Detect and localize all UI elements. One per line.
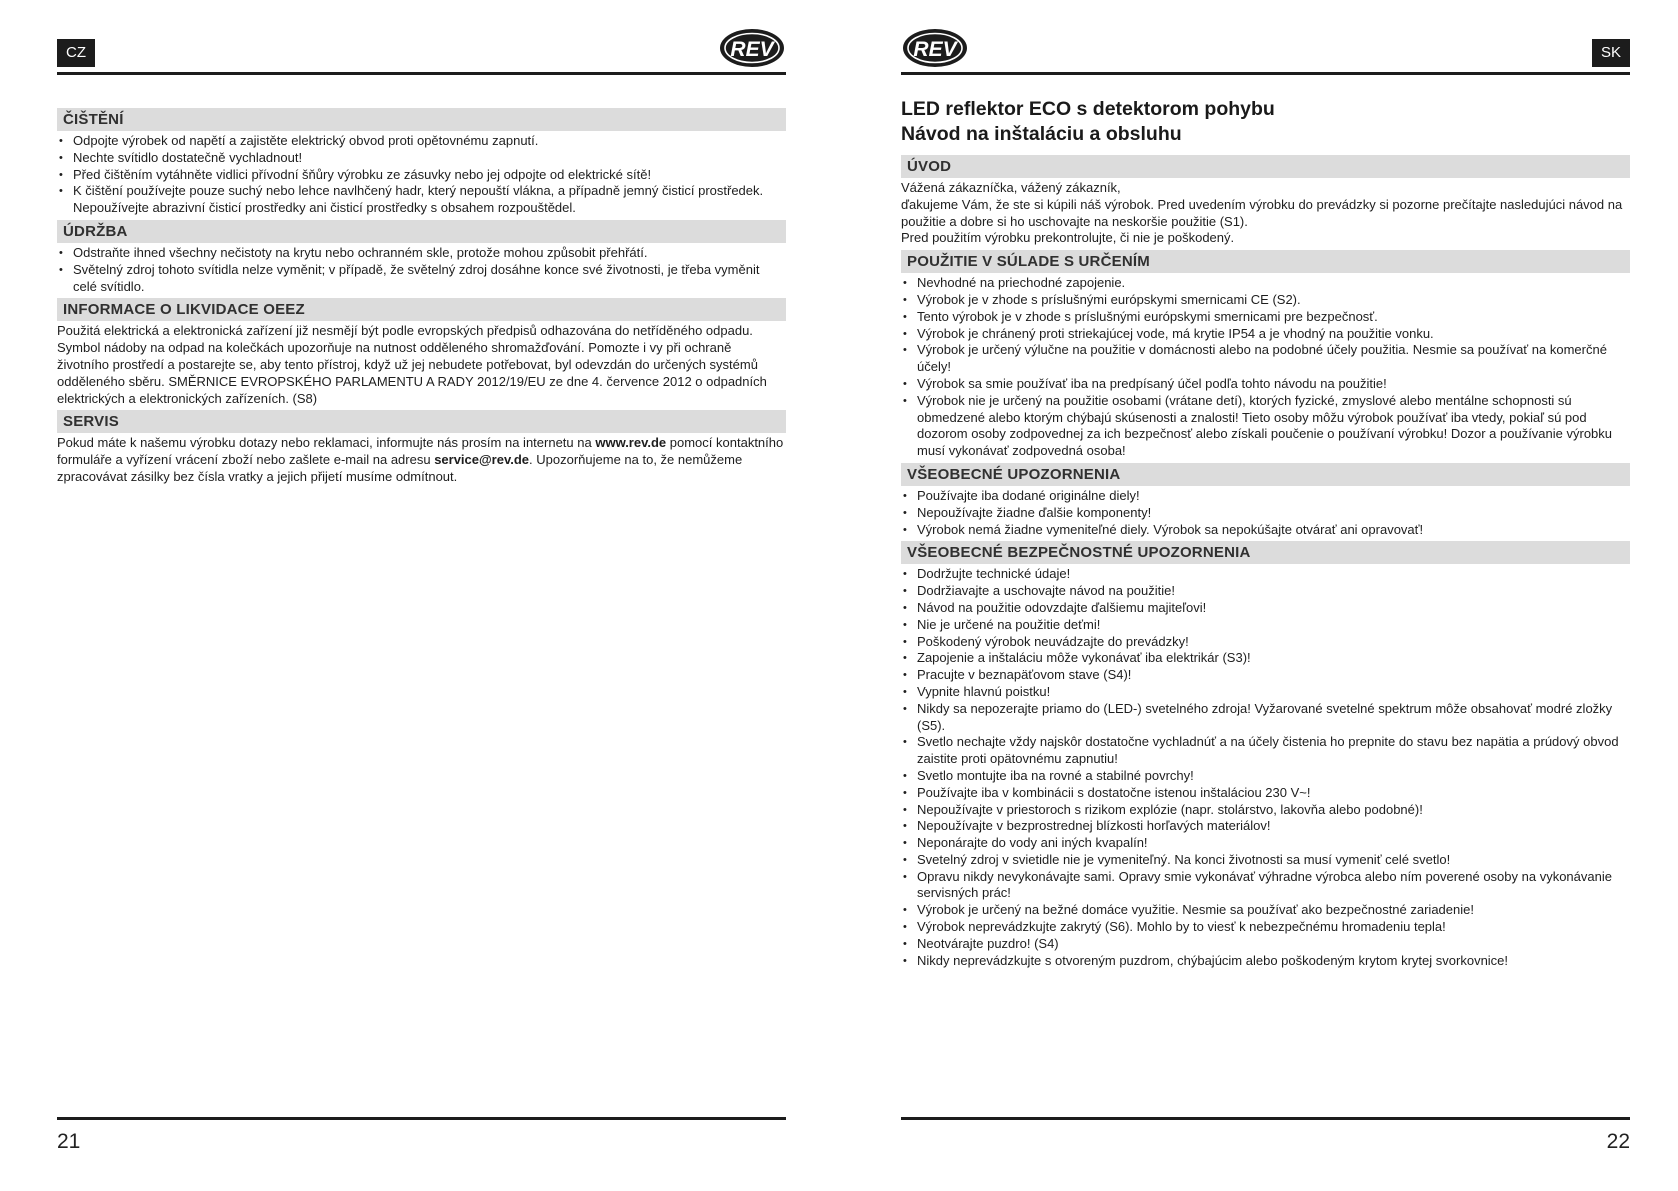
text-span: pomocí kontaktního formuláře a vyřízení vrácení zboží nebo zašlete e-mail na adresu: [57, 435, 784, 468]
list-item: • Opravu nikdy nevykonávajte sami. Opravy smie vykonávať výhradne výrobca alebo ním poverené osoby na vykonávanie servisných prác!: [901, 869, 1630, 903]
list-item: • Pracujte v beznapäťovom stave (S4)!: [901, 667, 1630, 684]
section-heading: POUŽITIE V SÚLADE S URČENÍM: [901, 250, 1630, 273]
text-span: Pokud máte k našemu výrobku dotazy nebo reklamaci, informujte nás prosím na internetu na: [57, 435, 596, 451]
list-item: • Neponárajte do vody ani iných kvapalín!: [901, 835, 1630, 852]
section-pouzitie: [901, 250, 1630, 460]
title-line-1: LED reflektor ECO s detektorom pohybu: [901, 98, 1275, 120]
section-uvod: [901, 155, 1630, 247]
section-cisteni: [57, 108, 786, 217]
language-badge-cz: CZ: [57, 39, 95, 67]
list-item: • Před čištěním vytáhněte vidlici přívodní šňůry výrobku ze zásuvky nebo jej odpojte od elektrické sítě!: [57, 167, 786, 184]
section-vseobecne-upozornenia: [901, 463, 1630, 538]
footer-rule: [901, 1117, 1630, 1120]
section-bezpecnostne-upozornenia: [901, 541, 1630, 969]
title-line-2: Návod na inštaláciu a obsluhu: [901, 123, 1182, 145]
text-line: Pred použitím výrobku prekontrolujte, či nie je poškodený.: [901, 230, 1235, 246]
list-item: • Výrobok nemá žiadne vymeniteľné diely. Výrobok sa nepokúšajte otvárať ani opravovať!: [901, 522, 1630, 539]
list-item: • Světelný zdroj tohoto svítidla nelze vyměnit; v případě, že světelný zdroj dosáhne konce své životnosti, je třeba vyměnit celé svítidlo.: [57, 262, 786, 296]
list-item: • Dodržujte technické údaje!: [901, 566, 1630, 583]
paragraph: Použitá elektrická a elektronická zařízení již nesmějí být podle evropských předpisů odhazována do netříděného odpadu. Symbol nádoby na odpad na kolečkách upozorňuje na nutnost odděleného shromažďování. Pomozte i vy při ochraně životního prostředí a postarejte se, aby tento přístroj, když už jej nebudete potřebovat, byl odevzdán do určených systémů odděleného sběru. SMĚRNICE EVROPSKÉHO PARLAMENTU A RADY 2012/19/EU ze dne 4. července 2012 o odpadních elektrických a elektronických zařízeních. (S8): [57, 323, 767, 406]
list-item: • Výrobok je v zhode s príslušnými európskymi smernicami CE (S2).: [901, 292, 1630, 309]
section-heading: VŠEOBECNÉ UPOZORNENIA: [901, 463, 1630, 486]
left-content: [57, 108, 786, 489]
header-rule: [57, 72, 786, 75]
list-item: • Výrobok sa smie používať iba na predpísaný účel podľa tohto návodu na použitie!: [901, 376, 1630, 393]
list-item: • Vypnite hlavnú poistku!: [901, 684, 1630, 701]
section-oeez: [57, 298, 786, 407]
list-item: • Nechte svítidlo dostatečně vychladnout!: [57, 150, 786, 167]
section-heading: ÚDRŽBA: [57, 220, 786, 243]
section-heading: SERVIS: [57, 410, 786, 433]
page-number: 22: [1606, 1130, 1630, 1153]
list-item: • Používajte iba dodané originálne diely!: [901, 488, 1630, 505]
document-title: [901, 97, 1630, 147]
list-item: • Nikdy neprevádzkujte s otvoreným puzdrom, chýbajúcim alebo poškodeným krytom krytej svorkovnice!: [901, 953, 1630, 970]
list-item: • Nie je určené na použitie deťmi!: [901, 617, 1630, 634]
list-item: • Výrobok je určený na bežné domáce využitie. Nesmie sa používať ako bezpečnostné zariadenie!: [901, 902, 1630, 919]
page-number: 21: [57, 1130, 81, 1153]
section-heading: INFORMACE O LIKVIDACE OEEZ: [57, 298, 786, 321]
rev-logo-icon: [901, 26, 969, 70]
section-udrzba: [57, 220, 786, 295]
list-item: • Svetlo montujte iba na rovné a stabilné povrchy!: [901, 768, 1630, 785]
list-item: • Nikdy sa nepozerajte priamo do (LED-) svetelného zdroja! Vyžarované svetelné spektrum môže obsahovať modré zložky (S5).: [901, 701, 1630, 735]
list-item: • Výrobok neprevádzkujte zakrytý (S6). Mohlo by to viesť k nebezpečnému hromadeniu tepla!: [901, 919, 1630, 936]
email-link[interactable]: service@rev.de: [434, 452, 530, 468]
list-item: • Neotvárajte puzdro! (S4): [901, 936, 1630, 953]
list-item: • Odpojte výrobek od napětí a zajistěte elektrický obvod proti opětovnému zapnutí.: [57, 133, 786, 150]
paragraph: [57, 435, 786, 485]
header-rule: [901, 72, 1630, 75]
rev-logo-icon: [718, 26, 786, 70]
list-item: • Nepoužívajte v priestoroch s rizikom explózie (napr. stolárstvo, lakovňa alebo podobné)!: [901, 802, 1630, 819]
text-span: . Upozorňujeme na to, že nemůžeme zpracovávat zásilky bez čísla vratky a jejich přijetí musíme odmítnout.: [57, 452, 743, 484]
page-left: [57, 0, 786, 1191]
section-heading: ČIŠTĚNÍ: [57, 108, 786, 131]
right-content: [901, 97, 1630, 972]
svg-text:REV: REV: [913, 38, 957, 61]
list-item: • Svetlo nechajte vždy najskôr dostatočne vychladnúť a na účely čistenia ho prepnite do stavu bez napätia a prúdový obvod zaistite proti opätovnému zapnutiu!: [901, 734, 1630, 768]
list-item: • Poškodený výrobok neuvádzajte do prevádzky!: [901, 634, 1630, 651]
list-item: • Odstraňte ihned všechny nečistoty na krytu nebo ochranném skle, protože mohou způsobit přehřátí.: [57, 245, 786, 262]
list-item: • Nepoužívajte žiadne ďalšie komponenty!: [901, 505, 1630, 522]
section-servis: [57, 410, 786, 485]
language-badge-sk: SK: [1592, 39, 1630, 67]
svg-text:REV: REV: [730, 38, 774, 61]
text-line: ďakujeme Vám, že ste si kúpili náš výrobok. Pred uvedením výrobku do prevádzky si pozorne prečítajte nasledujúci návod na použitie a dobre si ho uschovajte na neskoršie použitie (S1).: [901, 196, 1623, 229]
list-item: • Tento výrobok je v zhode s príslušnými európskymi smernicami pre bezpečnosť.: [901, 309, 1630, 326]
list-item: • Výrobok je chránený proti striekajúcej vode, má krytie IP54 a je vhodný na použitie vonku.: [901, 326, 1630, 343]
section-heading: VŠEOBECNÉ BEZPEČNOSTNÉ UPOZORNENIA: [901, 541, 1630, 564]
footer-rule: [57, 1117, 786, 1120]
list-item: • Výrobok je určený výlučne na použitie v domácnosti alebo na podobné účely použitia. Nesmie sa používať na komerčné účely!: [901, 342, 1630, 376]
list-item: • Nevhodné na priechodné zapojenie.: [901, 275, 1630, 292]
list-item: • Svetelný zdroj v svietidle nie je vymeniteľný. Na konci životnosti sa musí vymeniť celé svetlo!: [901, 852, 1630, 869]
list-item: • Zapojenie a inštaláciu môže vykonávať iba elektrikár (S3)!: [901, 650, 1630, 667]
list-item: • Nepoužívajte v bezprostrednej blízkosti horľavých materiálov!: [901, 818, 1630, 835]
list-item: • Dodržiavajte a uschovajte návod na použitie!: [901, 583, 1630, 600]
list-item: • Výrobok nie je určený na použitie osobami (vrátane detí), ktorých fyzické, zmyslové alebo mentálne schopnosti sú obmedzené alebo ktorým chýbajú skúsenosti a znalosti! Tieto osoby môžu výrobok používať iba vtedy, pokiaľ sú pod dozorom osoby zodpovednej za ich bezpečnosť alebo získali poučenie o používaní výrobku! Dozor a používanie výrobku musí vykonávať zodpovedná osoba!: [901, 393, 1630, 460]
section-heading: ÚVOD: [901, 155, 1630, 178]
page-right: [901, 0, 1630, 1191]
list-item: • Používajte iba v kombinácii s dostatočne istenou inštaláciou 230 V~!: [901, 785, 1630, 802]
list-item: • Návod na použitie odovzdajte ďalšiemu majiteľovi!: [901, 600, 1630, 617]
list-item: • K čištění používejte pouze suchý nebo lehce navlhčený hadr, který nepouští vlákna, a případně jemný čisticí prostředek. Nepoužívejte abrazivní čisticí prostředky ani čisticí prostředky s obsahem rozpouštědel.: [57, 183, 786, 217]
website-link[interactable]: www.rev.de: [595, 435, 667, 451]
text-line: Vážená zákazníčka, vážený zákazník,: [901, 180, 1121, 195]
